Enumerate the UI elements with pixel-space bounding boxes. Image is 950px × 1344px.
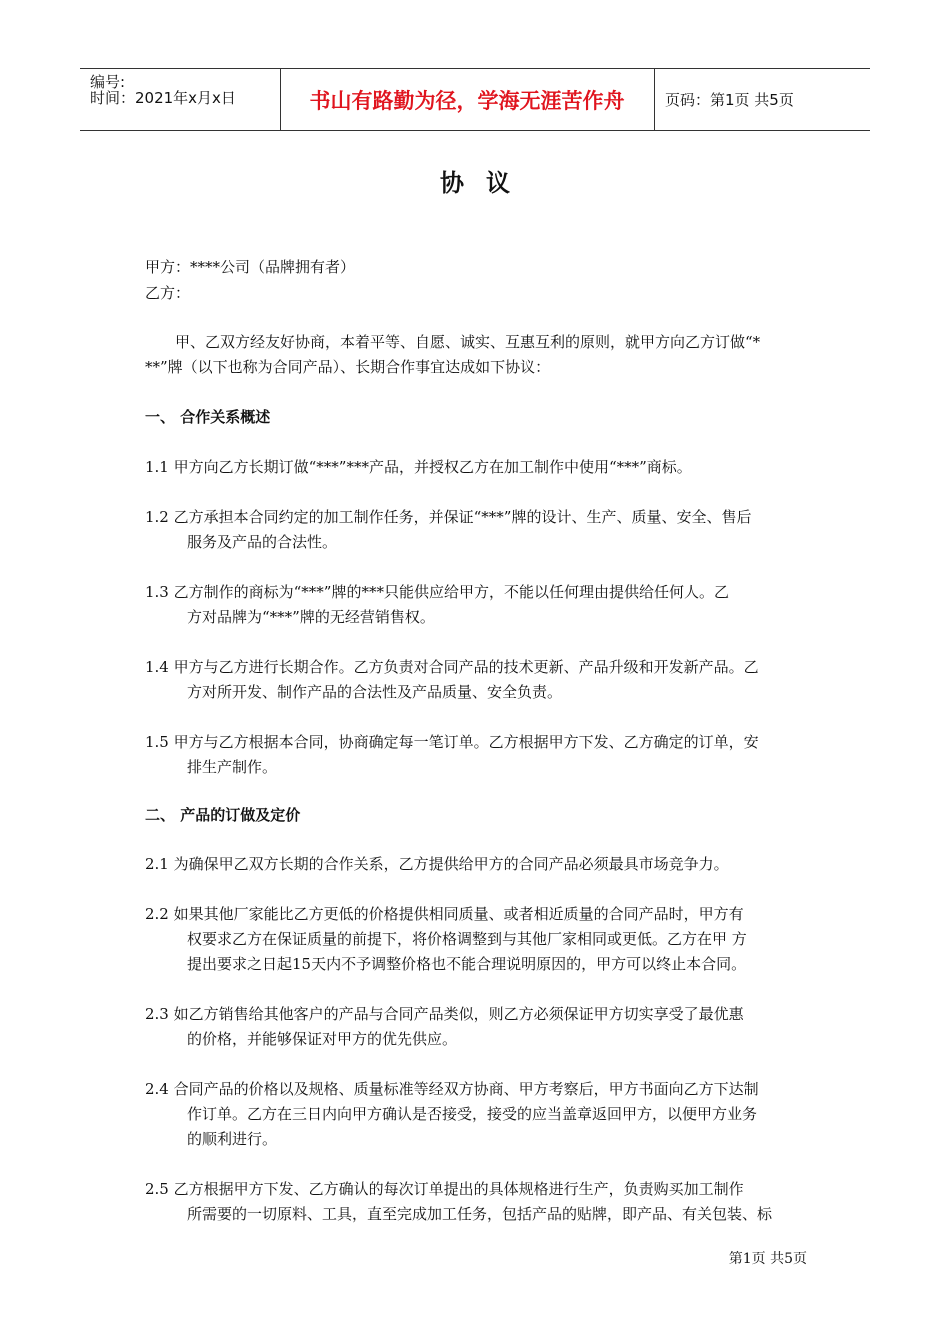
party-b: 乙方： <box>145 284 191 302</box>
section-heading: 二、 产品的订做及定价 <box>145 806 301 824</box>
header-meta-cell <box>80 69 280 130</box>
header-motto: 书山有路勤为径，学海无涯苦作舟 <box>309 88 625 113</box>
intro-line: **”牌（以下也称为合同产品）、长期合作事宜达成如下协议： <box>145 358 551 376</box>
clause-line: 作订单。乙方在三日内向甲方确认是否接受，接受的应当盖章返回甲方，以便甲方业务 <box>187 1105 758 1123</box>
document-header <box>80 68 870 131</box>
clause-line: 2.1 为确保甲乙双方长期的合作关系，乙方提供给甲方的合同产品必须最具市场竞争力。 <box>145 855 729 873</box>
clause-line: 1.5 甲方与乙方根据本合同，协商确定每一笔订单。乙方根据甲方下发、乙方确定的订单，安 <box>145 733 759 751</box>
clause-line: 所需要的一切原料、工具，直至完成加工任务，包括产品的贴牌，即产品、有关包装、标 <box>187 1205 773 1223</box>
clause-line: 1.3 乙方制作的商标为“***”牌的***只能供应给甲方，不能以任何理由提供给任何人。乙 <box>145 583 729 601</box>
number-label: 编号: <box>90 73 126 91</box>
clause-line: 服务及产品的合法性。 <box>187 533 338 551</box>
clause-line: 的顺利进行。 <box>187 1130 278 1148</box>
clause-line: 排生产制作。 <box>187 758 278 776</box>
clause-line: 方对品牌为“***”牌的无经营销售权。 <box>187 608 435 626</box>
clause-line: 1.4 甲方与乙方进行长期合作。乙方负责对合同产品的技术更新、产品升级和开发新产品。乙 <box>145 658 759 676</box>
header-page-code: 页码：第1页 共5页 <box>665 91 794 109</box>
party-a: 甲方：****公司（品牌拥有者） <box>145 258 356 276</box>
clause-line: 提出要求之日起15天内不予调整价格也不能合理说明原因的，甲方可以终止本合同。 <box>187 955 747 973</box>
clause-line: 的价格，并能够保证对甲方的优先供应。 <box>187 1030 458 1048</box>
intro-line: 甲、乙双方经友好协商，本着平等、自愿、诚实、互惠互利的原则，就甲方向乙方订做“* <box>175 333 761 351</box>
clause-line: 2.3 如乙方销售给其他客户的产品与合同产品类似，则乙方必须保证甲方切实享受了最优惠 <box>145 1005 744 1023</box>
clause-line: 方对所开发、制作产品的合法性及产品质量、安全负责。 <box>187 683 563 701</box>
clause-line: 2.5 乙方根据甲方下发、乙方确认的每次订单提出的具体规格进行生产，负责购买加工制作 <box>145 1180 744 1198</box>
clause-line: 1.1 甲方向乙方长期订做“***”***产品，并授权乙方在加工制作中使用“***”商标。 <box>145 458 692 476</box>
clause-line: 2.4 合同产品的价格以及规格、质量标准等经双方协商、甲方考察后，甲方书面向乙方下达制 <box>145 1080 759 1098</box>
clause-line: 权要求乙方在保证质量的前提下，将价格调整到与其他厂家相同或更低。乙方在甲 方 <box>187 930 747 948</box>
section-heading: 一、 合作关系概述 <box>145 408 271 426</box>
time-label: 时间：2021年x月x日 <box>90 89 236 107</box>
clause-line: 2.2 如果其他厂家能比乙方更低的价格提供相同质量、或者相近质量的合同产品时，甲方有 <box>145 905 744 923</box>
clause-line: 1.2 乙方承担本合同约定的加工制作任务，并保证“***”牌的设计、生产、质量、安全、售后 <box>145 508 752 526</box>
page-footer: 第1页 共5页 <box>728 1251 807 1267</box>
document-title: 协议 <box>440 168 532 197</box>
